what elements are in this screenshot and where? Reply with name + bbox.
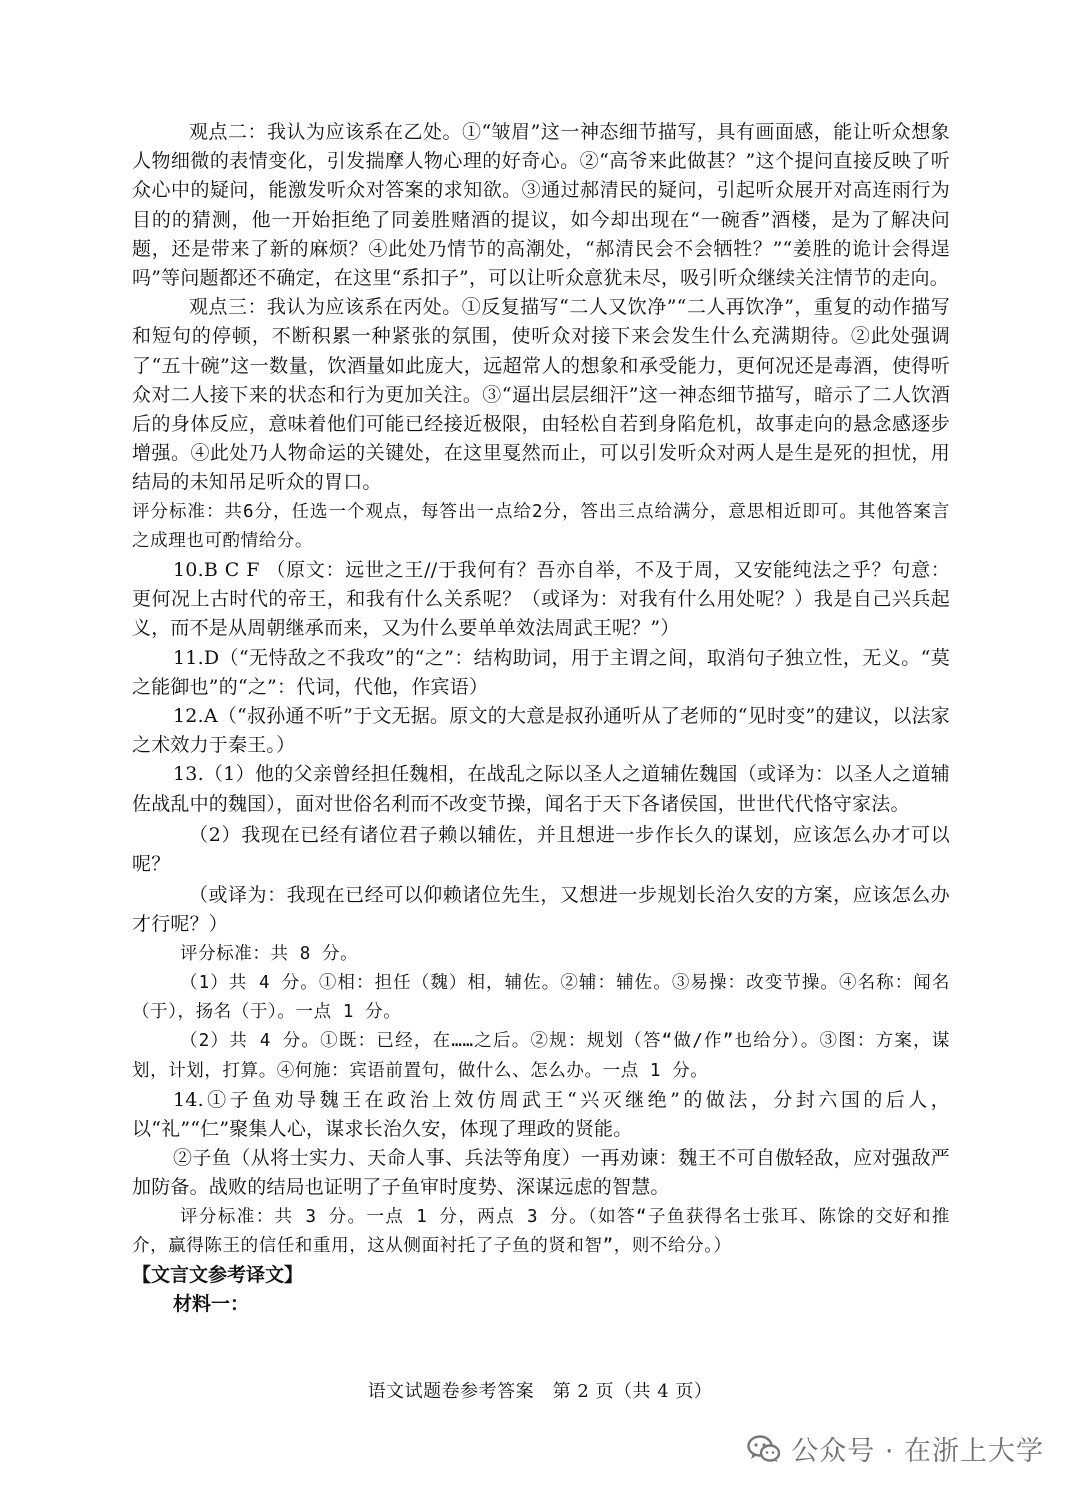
wechat-icon [747, 1434, 781, 1464]
material-one-heading: 材料一： [173, 1293, 250, 1316]
viewpoint-three-paragraph: 观点三：我认为应该系在丙处。①反复描写“二人又饮净”“二人再饮净”，重复的动作描写和短句的停顿，不断积累一种紧张的氛围，使听众对接下来会发生什么充满期待。②此处强调了“五十碗”这一数量，饮酒量如此庞大，远超常人的想象和承受能力，更何况还是毒酒，使得听众对二人接下来的状态和行为更加关注。③“逼出层层细汗”这一神态细节描写，暗示了二人饮酒后的身体反应，意味着他们可能已经接近极限，由轻松自若到身陷危机，故事走向的悬念感逐步增强。④此处乃人物命运的关键处，在这里戛然而止，可以引发听众对两人是生是死的担忧，用结局的未知吊足听众的胃口。 [132, 296, 950, 494]
section-heading-translation: 【文言文参考译文】 [132, 1263, 304, 1286]
answer-q13-part1: 13.（1）他的父亲曾经担任魏相，在战乱之际以圣人之道辅佐魏国（或译为：以圣人之道辅佐战乱中的魏国），面对世俗名利而不改变节操，闻名于天下各诸侯国，世世代代恪守家法。 [132, 763, 950, 815]
watermark-text: 公众号 · 在浙上大学 [791, 1436, 1044, 1467]
answer-q11: 11.D（“无恃敌之不我攻”的“之”：结构助词，用于主谓之间，取消句子独立性，无义。“莫之能御也”的“之”：代词，代他，作宾语） [132, 646, 950, 698]
viewpoint-two-paragraph: 观点二：我认为应该系在乙处。①“皱眉”这一神态细节描写，具有画面感，能让听众想象人物细微的表情变化，引发揣摩人物心理的好奇心。②“高爷来此做甚？”这个提问直接反映了听众心中的疑问，能激发听众对答案的求知欲。③通过郝清民的疑问，引起听众展开对高连雨行为目的的猜测，他一开始拒绝了同姜胜赌酒的提议，如今却出现在“一碗香”酒楼，是为了解决问题，还是带来了新的麻烦？④此处乃情节的高潮处，“郝清民会不会牺牲？”“姜胜的诡计会得逞吗”等问题都还不确定，在这里“系扣子”，可以让听众意犹未尽，吸引听众继续关注情节的走向。 [132, 121, 950, 290]
scoring-standard-q13-part2: （2）共 4 分。①既：已经，在……之后。②规：规划（答“做/作”也给分）。③图：方案，谋划，计划，打算。④何施：宾语前置句，做什么、怎么办。一点 1 分。 [132, 1031, 950, 1081]
answer-q13-part2: （2）我现在已经有诸位君子赖以辅佐，并且想进一步作长久的谋划，应该怎么办才可以呢？ [132, 823, 950, 876]
scoring-standard-q9: 评分标准：共6分，任选一个观点，每答出一点给2分，答出三点给满分，意思相近即可。其他答案言之成理也可酌情给分。 [132, 501, 950, 551]
answer-q14-point2: ②子鱼（从将士实力、天命人事、兵法等角度）一再劝谏：魏王不可自傲轻敌，应对强敌严加防备。战败的结局也证明了子鱼审时度势、深谋远虑的智慧。 [132, 1147, 950, 1199]
page-footer: 语文试题卷参考答案 第 2 页（共 4 页） [367, 1381, 713, 1402]
wechat-watermark [747, 1429, 1044, 1468]
answer-key-body [132, 118, 950, 1319]
answer-q13-alt-translation: （或译为：我现在已经可以仰赖诸位先生，又想进一步规划长治久安的方案，应该怎么办才行呢？） [132, 884, 950, 936]
scoring-standard-q13-part1: （1）共 4 分。①相：担任（魏）相，辅佐。②辅：辅佐。③易操：改变节操。④名称：闻名（于），扬名（于）。一点 1 分。 [132, 972, 950, 1023]
scoring-standard-q14: 评分标准：共 3 分。一点 1 分，两点 3 分。（如答“子鱼获得名士张耳、陈馀的交好和推介，赢得陈王的信任和重用，这从侧面衬托了子鱼的贤和智”，则不给分。） [132, 1206, 950, 1256]
answer-q10: 10.B C F （原文：远世之王//于我何有？吾亦自举，不及于周，又安能纯法之乎？句意：更何况上古时代的帝王，和我有什么关系呢？（或译为：对我有什么用处呢？）我是自己兴兵起义，而不是从周朝继承而来，又为什么要单单效法周武王呢？”） [132, 559, 950, 640]
answer-q14-point1: 14.①子鱼劝导魏王在政治上效仿周武王“兴灭继绝”的做法，分封六国的后人，以“礼”“仁”聚集人心，谋求长治久安，体现了理政的贤能。 [132, 1088, 950, 1140]
answer-q12: 12.A（“叔孙通不听”于文无据。原文的大意是叔孙通听从了老师的“见时变”的建议，以法家之术效力于秦王。） [132, 705, 950, 757]
scoring-standard-q13: 评分标准：共 8 分。 [180, 943, 359, 964]
